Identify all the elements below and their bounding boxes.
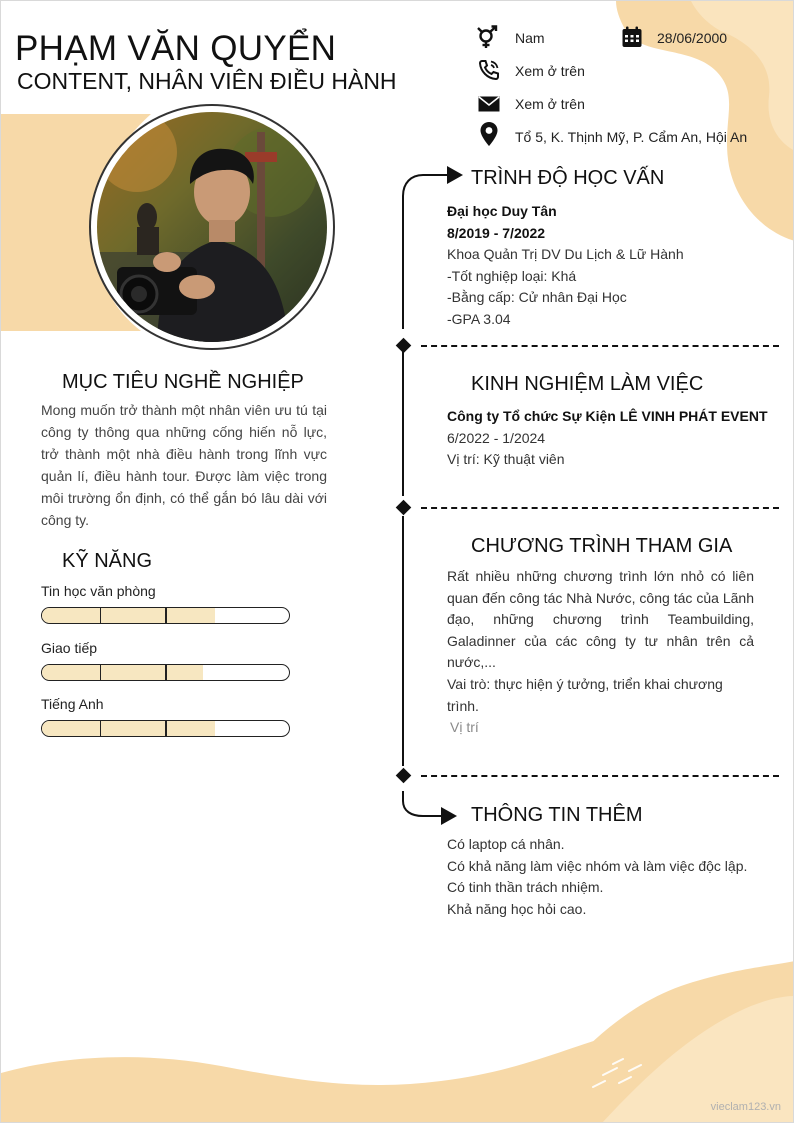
email-value: Xem ở trên [515,96,585,112]
extra-title: THÔNG TIN THÊM [471,804,643,826]
phone-icon [477,58,501,82]
extra-line: Có tinh thần trách nhiệm. [447,879,604,896]
skill-bar-tick [165,607,167,624]
skill-label: Tiếng Anh [41,696,104,712]
extra-block [447,834,754,920]
section-divider [421,775,779,777]
section-divider [421,507,779,509]
education-school: Đại học Duy Tân [447,203,557,219]
education-line: -GPA 3.04 [447,310,511,327]
education-period: 8/2019 - 7/2022 [447,224,546,241]
skill-label: Tin học văn phòng [41,583,156,599]
profile-photo [97,112,327,342]
experience-block [447,406,767,471]
gender-value: Nam [515,30,545,46]
section-divider [421,345,779,347]
skill-bar [41,607,290,624]
calendar-icon [620,25,644,49]
programs-text: Rất nhiều những chương trình lớn nhỏ có liên quan đến công tác Nhà Nước, công tác của Lãnh đạo, những chương trình Teambuilding, Galadinner của các công ty tư nhân trên cả nước,... [447,568,754,671]
programs-role: Vai trò: thực hiện ý tưởng, triển khai chương trình. [447,675,723,714]
candidate-name: PHẠM VĂN QUYỂN [15,29,337,68]
email-icon [477,92,501,116]
skill-bar-tick [165,664,167,681]
experience-company: Công ty Tổ chức Sự Kiện LÊ VINH PHÁT EVENT [447,408,768,424]
skill-bar-tick [100,607,102,624]
programs-placeholder: Vị trí [450,719,479,736]
programs-block [447,566,754,739]
education-line: Khoa Quản Trị DV Du Lịch & Lữ Hành [447,246,684,263]
birthday-value: 28/06/2000 [657,30,728,46]
programs-title: CHƯƠNG TRÌNH THAM GIA [471,535,733,557]
address-value: Tổ 5, K. Thịnh Mỹ, P. Cẩm An, Hội An [515,129,748,145]
location-icon [477,122,501,146]
skill-label: Giao tiếp [41,639,98,656]
objective-title: MỤC TIÊU NGHỀ NGHIỆP [62,371,304,393]
skill-bar-tick [100,664,102,681]
skills-title: KỸ NĂNG [62,550,153,572]
phone-value: Xem ở trên [515,63,585,79]
skill-bar [41,720,290,737]
experience-position: Vị trí: Kỹ thuật viên [447,451,565,468]
skill-bar [41,664,290,681]
education-title: TRÌNH ĐỘ HỌC VẤN [471,167,665,189]
skill-bar-fill [42,608,215,623]
gender-icon [475,25,499,49]
extra-line: Khả năng học hỏi cao. [447,900,587,917]
watermark: vieclam123.vn [710,1101,781,1113]
skill-bar-tick [165,720,167,737]
skill-bar-fill [42,721,215,736]
education-line: -Bằng cấp: Cử nhân Đại Học [447,289,627,306]
extra-line: Có khả năng làm việc nhóm và làm việc độc lập. [447,857,748,874]
skill-bar-tick [100,720,102,737]
education-line: -Tốt nghiệp loại: Khá [447,267,577,284]
experience-period: 6/2022 - 1/2024 [447,429,546,446]
objective-text: Mong muốn trở thành một nhân viên ưu tú tại công ty thông qua những cống hiến nỗ lực, trở thành một nhà điều hành trong lĩnh vực quản lí, điều hành tour. Được làm việc trong môi trường ổn định, có thể gắn bó lâu dài với công ty. [41,402,327,528]
skill-bar-fill [42,665,203,680]
experience-title: KINH NGHIỆM LÀM VIỆC [471,373,704,395]
candidate-role: CONTENT, NHÂN VIÊN ĐIỀU HÀNH [17,68,397,94]
education-block [447,201,757,331]
extra-line: Có laptop cá nhân. [447,836,565,852]
